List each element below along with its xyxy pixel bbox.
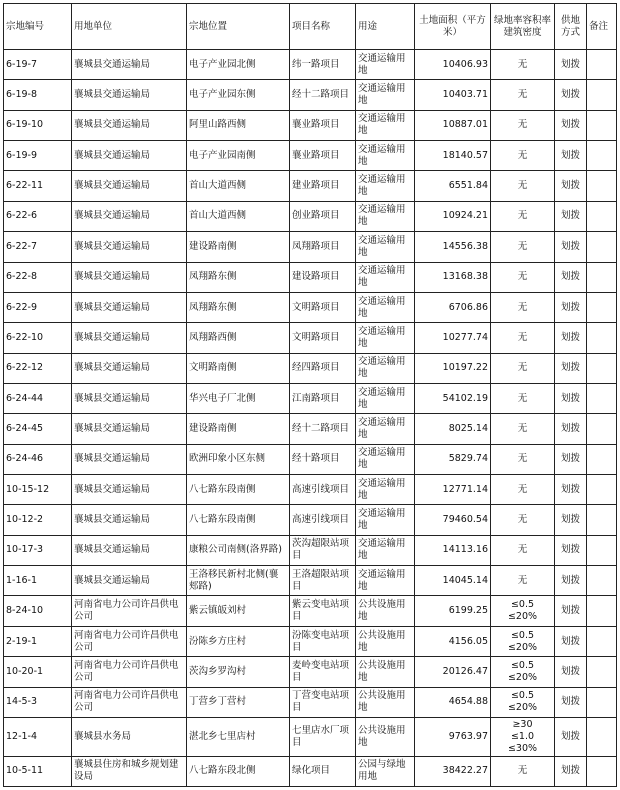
header-location: 宗地位置 [187, 4, 290, 50]
header-ratio: 绿地率容积率建筑密度 [491, 4, 555, 50]
ratio-line: 无 [517, 210, 528, 222]
cell-id: 6-22-7 [4, 232, 72, 262]
cell-unit: 襄城县交通运输局 [72, 50, 187, 80]
cell-location: 八七路东段南侧 [187, 505, 290, 535]
cell-ratio [491, 383, 555, 413]
cell-note [587, 262, 617, 292]
cell-id: 6-22-11 [4, 171, 72, 201]
cell-note [587, 414, 617, 444]
cell-location: 电子产业园南侧 [187, 141, 290, 171]
table-row [4, 566, 617, 596]
cell-location: 康粮公司南侧(洛界路) [187, 535, 290, 565]
table-row [4, 232, 617, 262]
cell-id: 6-24-44 [4, 383, 72, 413]
ratio-line: 无 [517, 119, 528, 131]
cell-use: 公共设施用地 [356, 596, 415, 626]
cell-ratio [491, 80, 555, 110]
ratio-line: ≤0.5 [510, 659, 535, 671]
table-row [4, 596, 617, 626]
table-row [4, 756, 617, 786]
header-project: 项目名称 [290, 4, 356, 50]
cell-ratio [491, 262, 555, 292]
ratio-line: ≤20% [507, 641, 538, 653]
ratio-line: 无 [517, 240, 528, 252]
cell-ratio [491, 596, 555, 626]
cell-project: 江南路项目 [290, 383, 356, 413]
cell-note [587, 201, 617, 231]
cell-ratio [491, 505, 555, 535]
cell-unit: 河南省电力公司许昌供电公司 [72, 626, 187, 656]
cell-unit: 襄城县交通运输局 [72, 262, 187, 292]
ratio-line: ≤20% [507, 702, 538, 714]
cell-area: 10277.74 [415, 323, 491, 353]
cell-project: 高速引线项目 [290, 475, 356, 505]
cell-unit: 襄城县交通运输局 [72, 292, 187, 322]
cell-supply: 划拨 [555, 201, 587, 231]
cell-supply: 划拨 [555, 292, 587, 322]
cell-note [587, 687, 617, 717]
table-row [4, 414, 617, 444]
cell-supply: 划拨 [555, 566, 587, 596]
ratio-line: 无 [517, 392, 528, 404]
ratio-line: ≥30 [512, 718, 533, 730]
cell-unit: 河南省电力公司许昌供电公司 [72, 687, 187, 717]
cell-id: 6-22-9 [4, 292, 72, 322]
table-row [4, 717, 617, 756]
cell-area: 54102.19 [415, 383, 491, 413]
cell-use: 公共设施用地 [356, 717, 415, 756]
table-row [4, 110, 617, 140]
cell-area: 8025.14 [415, 414, 491, 444]
cell-area: 4654.88 [415, 687, 491, 717]
cell-location: 茨沟乡罗沟村 [187, 657, 290, 687]
cell-use: 交通运输用地 [356, 444, 415, 474]
cell-note [587, 141, 617, 171]
cell-supply: 划拨 [555, 626, 587, 656]
cell-project: 文明路项目 [290, 323, 356, 353]
cell-note [587, 717, 617, 756]
cell-unit: 襄城县交通运输局 [72, 414, 187, 444]
cell-project: 襄业路项目 [290, 110, 356, 140]
cell-use: 公共设施用地 [356, 687, 415, 717]
cell-note [587, 232, 617, 262]
cell-project: 凤翔路项目 [290, 232, 356, 262]
cell-project: 高速引线项目 [290, 505, 356, 535]
cell-supply: 划拨 [555, 687, 587, 717]
cell-location: 紫云镇皈刘村 [187, 596, 290, 626]
cell-area: 6706.86 [415, 292, 491, 322]
cell-supply: 划拨 [555, 110, 587, 140]
cell-unit: 襄城县交通运输局 [72, 323, 187, 353]
ratio-line: 无 [517, 58, 528, 70]
cell-supply: 划拨 [555, 475, 587, 505]
cell-unit: 襄城县交通运输局 [72, 475, 187, 505]
cell-note [587, 535, 617, 565]
table-row [4, 657, 617, 687]
cell-note [587, 626, 617, 656]
cell-location: 八七路东段南侧 [187, 475, 290, 505]
cell-ratio [491, 171, 555, 201]
table-row [4, 505, 617, 535]
cell-use: 交通运输用地 [356, 353, 415, 383]
cell-location: 首山大道西侧 [187, 201, 290, 231]
cell-use: 交通运输用地 [356, 232, 415, 262]
table-row [4, 50, 617, 80]
cell-ratio [491, 756, 555, 786]
header-area: 土地面积（平方米） [415, 4, 491, 50]
cell-unit: 襄城县交通运输局 [72, 141, 187, 171]
ratio-line: 无 [517, 765, 528, 777]
cell-ratio [491, 292, 555, 322]
ratio-line: ≤0.5 [510, 599, 535, 611]
ratio-line: 无 [517, 544, 528, 556]
cell-project: 经四路项目 [290, 353, 356, 383]
cell-location: 凤翔路东侧 [187, 262, 290, 292]
cell-ratio [491, 626, 555, 656]
cell-id: 6-22-10 [4, 323, 72, 353]
cell-ratio [491, 687, 555, 717]
cell-note [587, 292, 617, 322]
cell-use: 交通运输用地 [356, 50, 415, 80]
cell-supply: 划拨 [555, 141, 587, 171]
cell-area: 5829.74 [415, 444, 491, 474]
table-row [4, 80, 617, 110]
ratio-line: ≤0.5 [510, 690, 535, 702]
table-row [4, 535, 617, 565]
table-row [4, 262, 617, 292]
ratio-line: 无 [517, 149, 528, 161]
cell-id: 2-19-1 [4, 626, 72, 656]
ratio-line: 无 [517, 362, 528, 374]
cell-note [587, 475, 617, 505]
cell-id: 6-19-9 [4, 141, 72, 171]
cell-area: 10887.01 [415, 110, 491, 140]
cell-location: 欧洲印象小区东侧 [187, 444, 290, 474]
cell-area: 13168.38 [415, 262, 491, 292]
table-row [4, 626, 617, 656]
ratio-line: ≤1.0 [510, 730, 535, 742]
ratio-line: 无 [517, 574, 528, 586]
header-id: 宗地编号 [4, 4, 72, 50]
table-row [4, 201, 617, 231]
ratio-line: 无 [517, 271, 528, 283]
cell-ratio [491, 201, 555, 231]
cell-use: 交通运输用地 [356, 475, 415, 505]
cell-project: 建业路项目 [290, 171, 356, 201]
cell-location: 华兴电子厂北侧 [187, 383, 290, 413]
cell-unit: 襄城县交通运输局 [72, 566, 187, 596]
table-body [4, 50, 617, 787]
cell-ratio [491, 414, 555, 444]
cell-id: 1-16-1 [4, 566, 72, 596]
cell-supply: 划拨 [555, 657, 587, 687]
cell-supply: 划拨 [555, 262, 587, 292]
cell-ratio [491, 566, 555, 596]
cell-use: 交通运输用地 [356, 110, 415, 140]
ratio-line: 无 [517, 483, 528, 495]
ratio-line: 无 [517, 180, 528, 192]
cell-note [587, 596, 617, 626]
cell-supply: 划拨 [555, 323, 587, 353]
cell-project: 麦岭变电站项目 [290, 657, 356, 687]
table-row [4, 171, 617, 201]
cell-unit: 襄城县水务局 [72, 717, 187, 756]
ratio-line: ≤0.5 [510, 629, 535, 641]
cell-area: 6199.25 [415, 596, 491, 626]
cell-id: 6-19-8 [4, 80, 72, 110]
cell-location: 阿里山路西侧 [187, 110, 290, 140]
cell-area: 20126.47 [415, 657, 491, 687]
cell-unit: 襄城县交通运输局 [72, 110, 187, 140]
cell-unit: 襄城县交通运输局 [72, 535, 187, 565]
cell-unit: 襄城县交通运输局 [72, 232, 187, 262]
cell-supply: 划拨 [555, 50, 587, 80]
cell-use: 交通运输用地 [356, 292, 415, 322]
cell-area: 10403.71 [415, 80, 491, 110]
cell-use: 交通运输用地 [356, 505, 415, 535]
ratio-line: ≤20% [507, 671, 538, 683]
cell-use: 交通运输用地 [356, 414, 415, 444]
cell-location: 首山大道西侧 [187, 171, 290, 201]
cell-ratio [491, 475, 555, 505]
cell-use: 交通运输用地 [356, 535, 415, 565]
cell-use: 交通运输用地 [356, 171, 415, 201]
cell-area: 14113.16 [415, 535, 491, 565]
cell-supply: 划拨 [555, 171, 587, 201]
table-row [4, 141, 617, 171]
cell-ratio [491, 141, 555, 171]
cell-project: 创业路项目 [290, 201, 356, 231]
cell-project: 绿化项目 [290, 756, 356, 786]
cell-area: 10197.22 [415, 353, 491, 383]
cell-supply: 划拨 [555, 505, 587, 535]
cell-project: 汾陈变电站项目 [290, 626, 356, 656]
cell-use: 交通运输用地 [356, 262, 415, 292]
cell-use: 交通运输用地 [356, 201, 415, 231]
cell-project: 文明路项目 [290, 292, 356, 322]
cell-location: 丁营乡丁营村 [187, 687, 290, 717]
cell-unit: 襄城县交通运输局 [72, 444, 187, 474]
cell-location: 凤翔路东侧 [187, 292, 290, 322]
cell-area: 18140.57 [415, 141, 491, 171]
table-row [4, 687, 617, 717]
cell-location: 凤翔路西侧 [187, 323, 290, 353]
ratio-line: 无 [517, 422, 528, 434]
table-header-row [4, 4, 617, 50]
cell-supply: 划拨 [555, 414, 587, 444]
ratio-line: 无 [517, 331, 528, 343]
cell-unit: 襄城县交通运输局 [72, 383, 187, 413]
header-use: 用途 [356, 4, 415, 50]
cell-supply: 划拨 [555, 353, 587, 383]
cell-project: 经十路项目 [290, 444, 356, 474]
header-note: 备注 [587, 4, 617, 50]
cell-location: 电子产业园北侧 [187, 50, 290, 80]
cell-id: 6-22-12 [4, 353, 72, 383]
land-table [3, 3, 617, 787]
ratio-line: ≤30% [507, 742, 538, 754]
cell-area: 9763.97 [415, 717, 491, 756]
cell-area: 4156.05 [415, 626, 491, 656]
cell-note [587, 756, 617, 786]
cell-unit: 襄城县交通运输局 [72, 353, 187, 383]
cell-supply: 划拨 [555, 535, 587, 565]
cell-note [587, 505, 617, 535]
cell-note [587, 50, 617, 80]
cell-use: 交通运输用地 [356, 141, 415, 171]
cell-area: 10406.93 [415, 50, 491, 80]
cell-use: 公共设施用地 [356, 626, 415, 656]
cell-location: 建设路南侧 [187, 232, 290, 262]
cell-ratio [491, 323, 555, 353]
cell-location: 建设路南侧 [187, 414, 290, 444]
cell-id: 10-12-2 [4, 505, 72, 535]
table-row [4, 444, 617, 474]
cell-project: 经十二路项目 [290, 80, 356, 110]
cell-note [587, 323, 617, 353]
cell-location: 王洛移民新村北侧(襄郏路) [187, 566, 290, 596]
cell-area: 79460.54 [415, 505, 491, 535]
cell-unit: 襄城县交通运输局 [72, 505, 187, 535]
cell-location: 汾陈乡方庄村 [187, 626, 290, 656]
cell-note [587, 444, 617, 474]
cell-area: 6551.84 [415, 171, 491, 201]
cell-area: 14556.38 [415, 232, 491, 262]
cell-project: 丁营变电站项目 [290, 687, 356, 717]
cell-use: 交通运输用地 [356, 80, 415, 110]
cell-supply: 划拨 [555, 596, 587, 626]
ratio-line: 无 [517, 301, 528, 313]
cell-supply: 划拨 [555, 80, 587, 110]
cell-ratio [491, 353, 555, 383]
cell-unit: 河南省电力公司许昌供电公司 [72, 596, 187, 626]
cell-location: 电子产业园东侧 [187, 80, 290, 110]
cell-id: 10-15-12 [4, 475, 72, 505]
cell-id: 6-19-7 [4, 50, 72, 80]
cell-supply: 划拨 [555, 383, 587, 413]
cell-id: 10-5-11 [4, 756, 72, 786]
cell-unit: 襄城县交通运输局 [72, 80, 187, 110]
cell-project: 襄业路项目 [290, 141, 356, 171]
table-row [4, 353, 617, 383]
cell-area: 12771.14 [415, 475, 491, 505]
ratio-line: 无 [517, 514, 528, 526]
cell-supply: 划拨 [555, 756, 587, 786]
cell-ratio [491, 535, 555, 565]
cell-id: 8-24-10 [4, 596, 72, 626]
cell-id: 14-5-3 [4, 687, 72, 717]
cell-unit: 河南省电力公司许昌供电公司 [72, 657, 187, 687]
ratio-line: ≤20% [507, 611, 538, 623]
table-row [4, 292, 617, 322]
cell-ratio [491, 110, 555, 140]
table-row [4, 323, 617, 353]
table-row [4, 383, 617, 413]
cell-note [587, 353, 617, 383]
cell-project: 王洛超限站项目 [290, 566, 356, 596]
cell-supply: 划拨 [555, 444, 587, 474]
ratio-line: 无 [517, 453, 528, 465]
cell-note [587, 80, 617, 110]
cell-location: 八七路东段北侧 [187, 756, 290, 786]
cell-ratio [491, 657, 555, 687]
cell-ratio [491, 717, 555, 756]
cell-id: 6-19-10 [4, 110, 72, 140]
cell-unit: 襄城县住房和城乡规划建设局 [72, 756, 187, 786]
cell-area: 14045.14 [415, 566, 491, 596]
cell-id: 6-24-45 [4, 414, 72, 444]
cell-use: 交通运输用地 [356, 566, 415, 596]
cell-id: 12-1-4 [4, 717, 72, 756]
cell-id: 10-20-1 [4, 657, 72, 687]
cell-ratio [491, 50, 555, 80]
cell-use: 公共设施用地 [356, 657, 415, 687]
cell-use: 交通运输用地 [356, 323, 415, 353]
cell-use: 公园与绿地用地 [356, 756, 415, 786]
cell-note [587, 171, 617, 201]
cell-project: 建设路项目 [290, 262, 356, 292]
cell-id: 6-22-8 [4, 262, 72, 292]
cell-project: 茨沟超限站项目 [290, 535, 356, 565]
cell-location: 湛北乡七里店村 [187, 717, 290, 756]
cell-supply: 划拨 [555, 232, 587, 262]
cell-note [587, 657, 617, 687]
header-unit: 用地单位 [72, 4, 187, 50]
cell-id: 6-24-46 [4, 444, 72, 474]
cell-unit: 襄城县交通运输局 [72, 171, 187, 201]
cell-id: 10-17-3 [4, 535, 72, 565]
cell-area: 38422.27 [415, 756, 491, 786]
cell-id: 6-22-6 [4, 201, 72, 231]
cell-location: 文明路南侧 [187, 353, 290, 383]
cell-note [587, 110, 617, 140]
table-row [4, 475, 617, 505]
cell-ratio [491, 444, 555, 474]
cell-project: 经十二路项目 [290, 414, 356, 444]
cell-note [587, 383, 617, 413]
header-supply: 供地方式 [555, 4, 587, 50]
ratio-line: 无 [517, 89, 528, 101]
cell-use: 交通运输用地 [356, 383, 415, 413]
cell-ratio [491, 232, 555, 262]
cell-project: 紫云变电站项目 [290, 596, 356, 626]
cell-area: 10924.21 [415, 201, 491, 231]
cell-supply: 划拨 [555, 717, 587, 756]
cell-note [587, 566, 617, 596]
cell-project: 七里店水厂项目 [290, 717, 356, 756]
cell-project: 纬一路项目 [290, 50, 356, 80]
cell-unit: 襄城县交通运输局 [72, 201, 187, 231]
